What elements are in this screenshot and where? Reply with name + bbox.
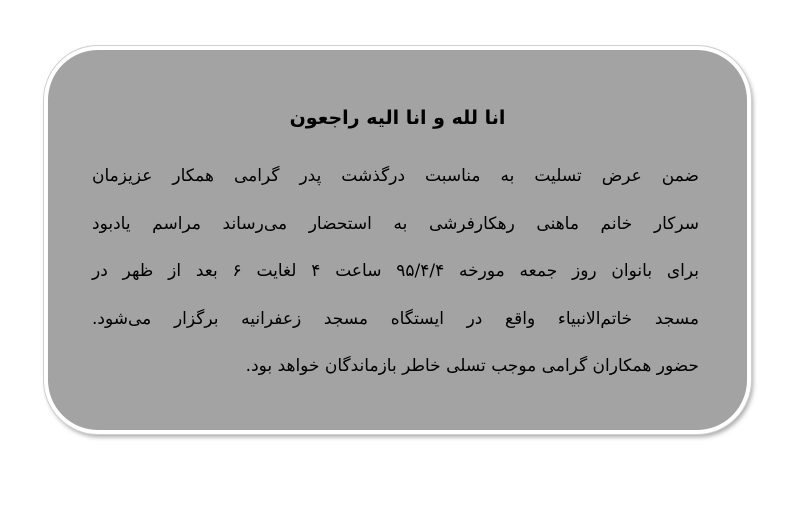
notice-body <box>92 153 699 391</box>
notice-line: حضور همکاران گرامی موجب تسلی خاطر بازماندگان خواهد بود. <box>245 356 699 376</box>
notice-line: ضمن عرض تسلیت به مناسبت درگذشت پدر گرامی همکار عزیزمان <box>92 166 699 186</box>
notice-line: مسجد خاتم‌الانبیاء واقع در ایستگاه مسجد زعفرانیه برگزار می‌شود. <box>92 308 699 329</box>
condolence-notice-card <box>44 46 751 434</box>
notice-line: برای بانوان روز جمعه مورخه ۹۵/۴/۴ ساعت ۴ لغایت ۶ بعد از ظهر در <box>92 261 699 281</box>
notice-title: انا لله و انا اليه راجعون <box>289 107 506 129</box>
notice-line: سرکار خانم ماهنی رهکارفرشی به استحضار می‌رساند مراسم یادبود <box>92 213 699 234</box>
